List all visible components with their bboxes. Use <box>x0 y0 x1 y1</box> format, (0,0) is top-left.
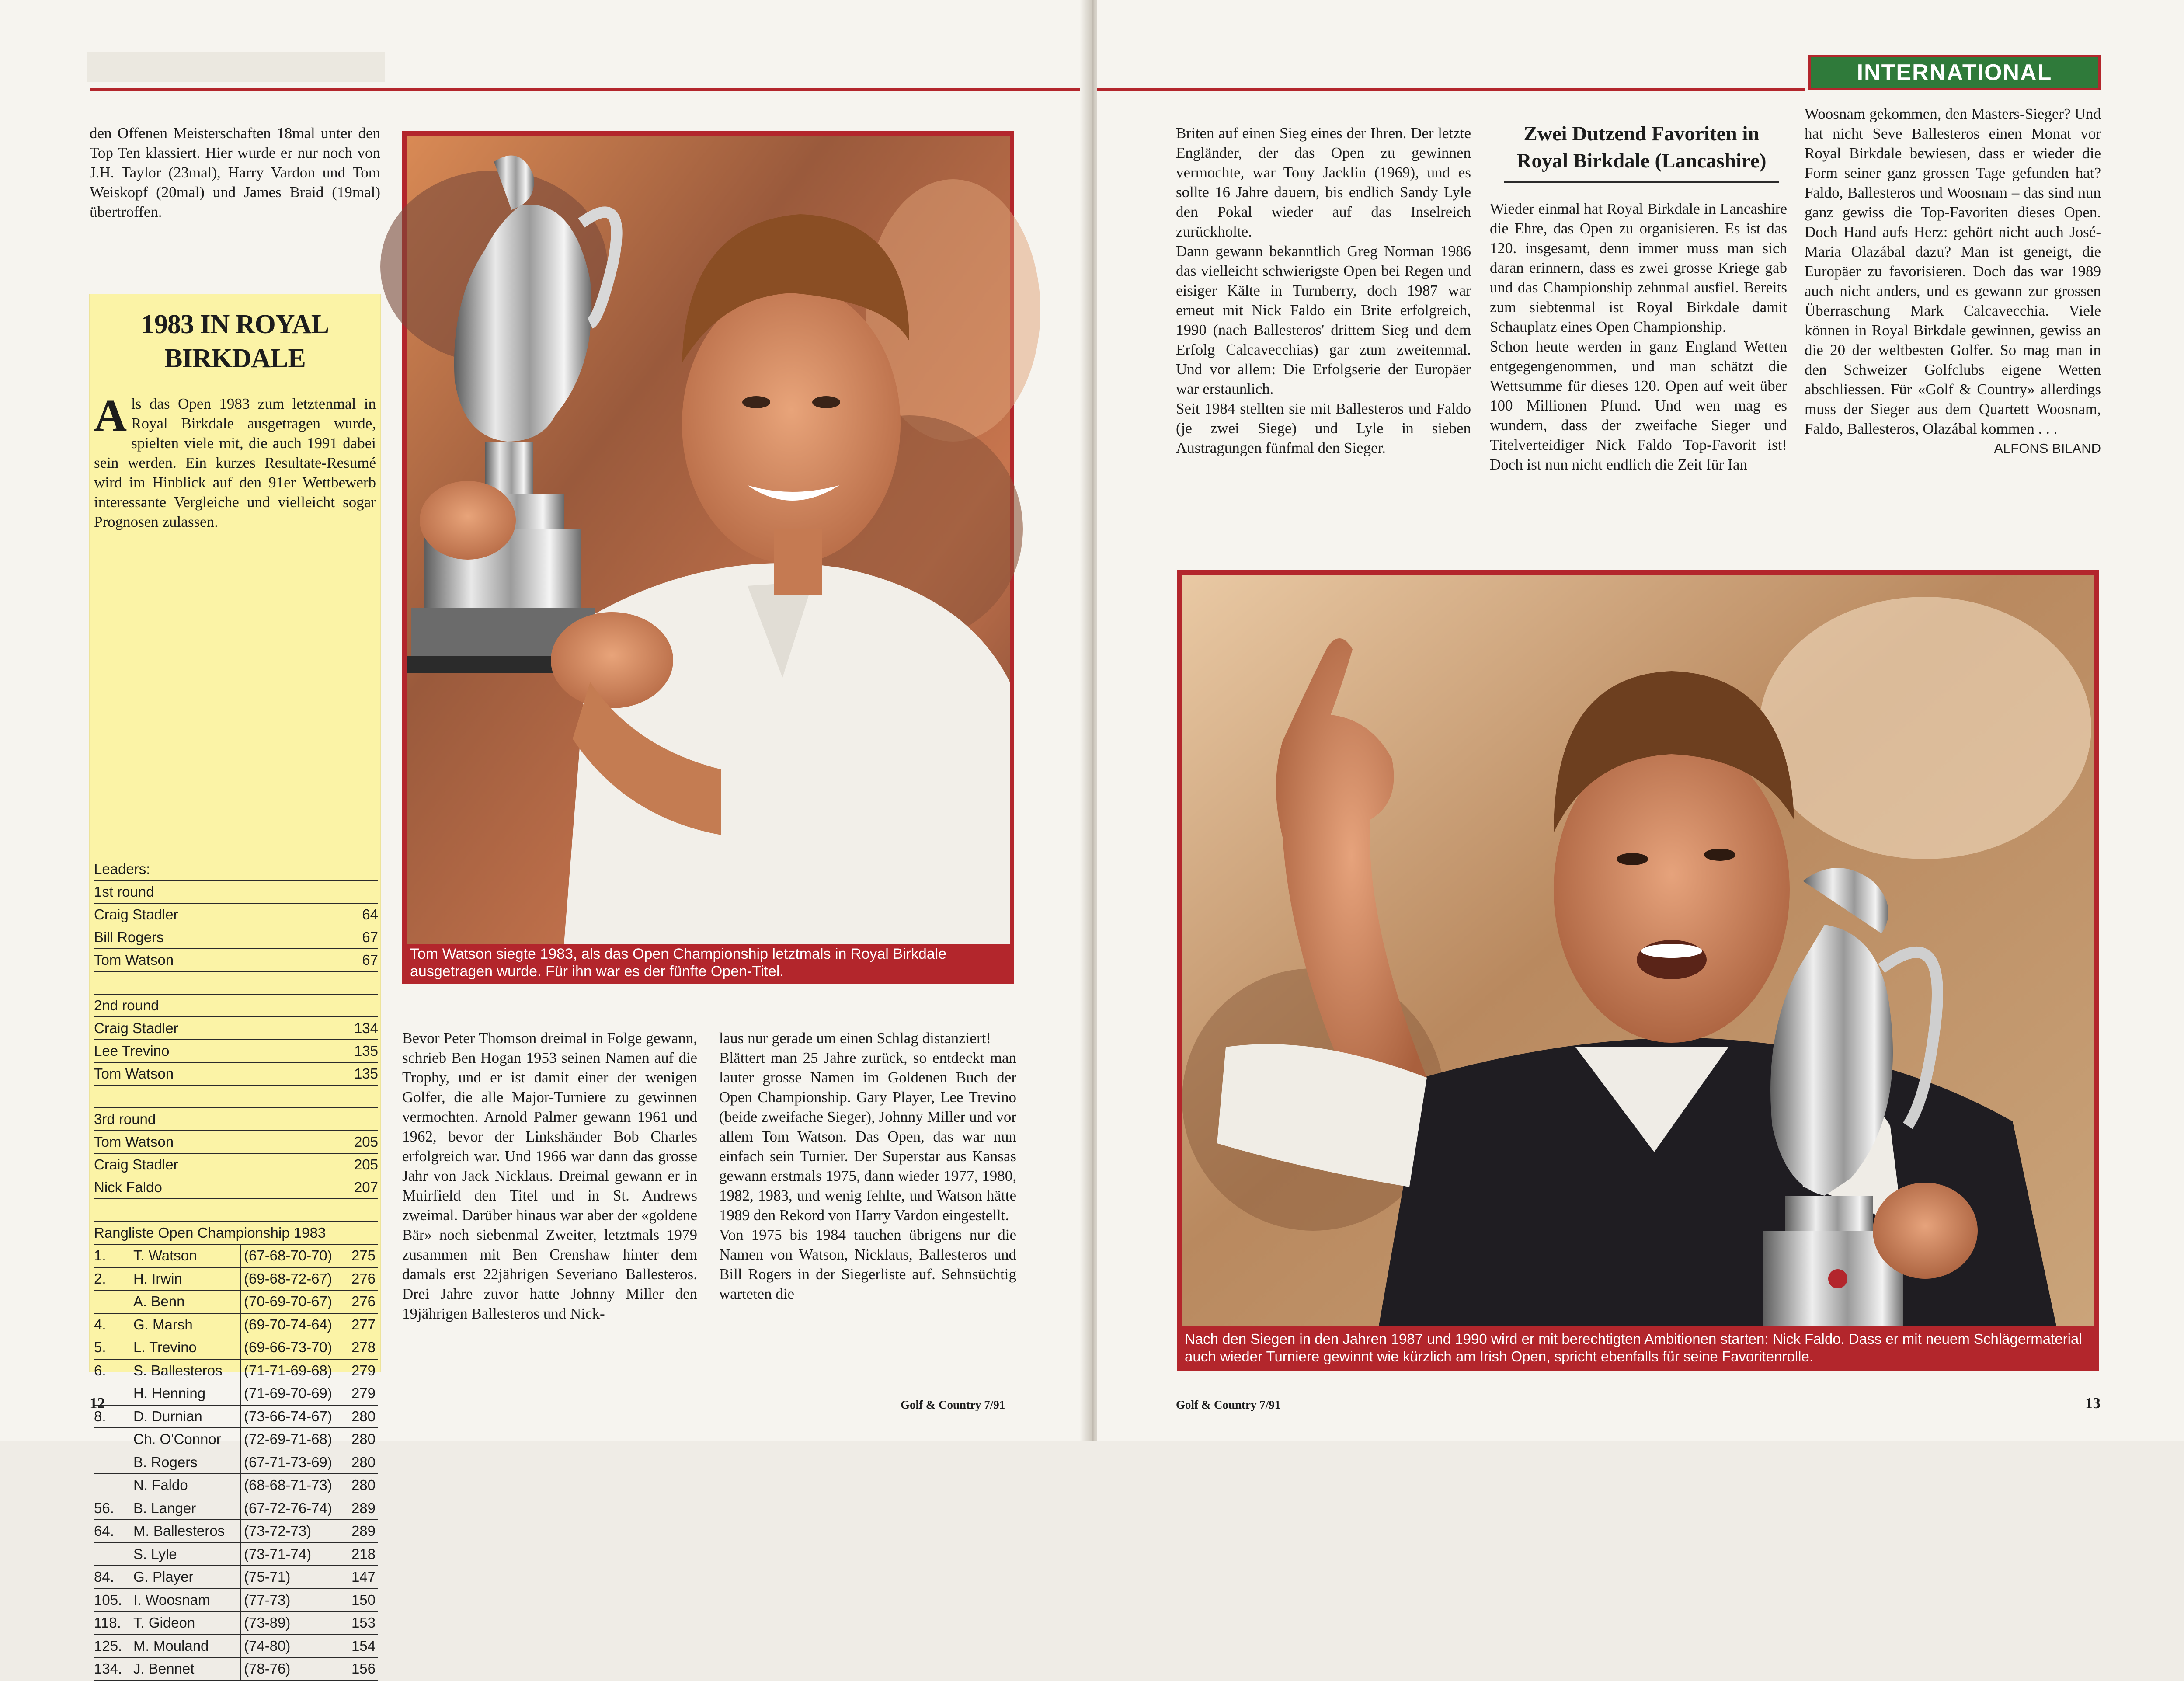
ranking-position: 134. <box>94 1660 122 1677</box>
subheading-line-1: Zwei Dutzend Favoriten in <box>1523 122 1760 145</box>
ranking-row <box>94 1245 378 1268</box>
column-a: Bevor Peter Thomson dreimal in Folge gewann, schrieb Ben Hogan 1953 seinen Namen auf die Trophy, und er ist damit einer der wenigen Golfer, die alle Major-Turniere zu gewinnen vermochten. Arnold Palmer gewann 1961 und 1962, bevor der Linkshänder Bob Charles erfolgreich war. Und 1966 war dann das grosse Jahr von Jack Nicklaus. Dreimal gewann er in Muirfield den Titel und in St. Andrews zweimal. Darüber hinaus war aber der «goldene Bär» noch siebenmal Zweiter, letztmals 1979 zusammen mit Ben Crenshaw hinter dem damals erst 22jährigen Severiano Ballesteros. Drei Jahre zuvor hatte Johnny Miller den 19jährigen Ballesteros und Nick- <box>402 1030 697 1322</box>
leader-name: Nick Faldo <box>94 1179 162 1195</box>
ranking-position <box>94 1543 133 1566</box>
ranking-scores: (72-69-71-68) <box>240 1428 345 1451</box>
ranking-position: 5. <box>94 1339 106 1355</box>
ranking-total: 280 <box>351 1477 376 1493</box>
ranking-name: H. Henning <box>133 1385 206 1401</box>
ranking-total: 280 <box>351 1431 376 1447</box>
intro-paragraph: den Offenen Meisterschaften 18mal unter den Top Ten klassiert. Hier wurde er nur noch von J.H. Taylor (23mal), Harry Vardon und Tom Weiskopf (20mal) und James Braid (19mal) übertroffen. <box>90 125 380 220</box>
sidebar-title <box>90 307 380 376</box>
ranking-scores: (75-71) <box>240 1566 345 1588</box>
leader-row <box>94 926 378 949</box>
ranking-scores: (78-76) <box>240 1658 345 1680</box>
ranking-row <box>94 1520 378 1543</box>
ranking-total: 276 <box>351 1293 376 1309</box>
leader-name: Craig Stadler <box>94 1156 178 1173</box>
top-rule-right <box>1097 88 1805 91</box>
ranking-name: B. Rogers <box>133 1454 198 1470</box>
ranking-position <box>94 1428 133 1451</box>
ranking-name: T. Gideon <box>133 1615 195 1631</box>
right-column-2-paragraph-2: Schon heute werden in ganz England Wetten entgegengenommen, und man schätzt die Wettsumme für dieses 120. Open auf weit über 100 Millionen Pfund. Und wen mag es wundern, dass der zweifache Sieger und Titelverteidiger Nick Faldo Top-Favorit ist! Doch ist nun nicht endlich die Zeit für Ian <box>1490 338 1787 473</box>
magazine-footer-right: Golf & Country 7/91 <box>1176 1398 1281 1411</box>
ranking-row <box>94 1314 378 1337</box>
leader-name: Lee Trevino <box>94 1043 170 1059</box>
ranking-position: 56. <box>94 1500 114 1516</box>
ranking-scores: (77-73) <box>240 1589 345 1611</box>
ranking-row <box>94 1497 378 1521</box>
leader-name: Tom Watson <box>94 952 174 968</box>
ranking-total: 154 <box>351 1637 376 1654</box>
tom-watson-caption: Tom Watson siegte 1983, als das Open Championship letztmals in Royal Birkdale ausgetragen wurde. Für ihn war es der fünfte Open-Titel. <box>410 946 947 980</box>
sidebar-1983-box <box>90 294 380 1677</box>
leader-score: 64 <box>362 906 378 922</box>
ranking-total: 218 <box>351 1545 376 1562</box>
leader-name: Bill Rogers <box>94 929 164 945</box>
ranking-row <box>94 1406 378 1429</box>
sidebar-intro <box>94 390 376 532</box>
ranking-name: D. Durnian <box>133 1408 202 1424</box>
ranking-position: 125. <box>94 1637 122 1654</box>
ranking-total: 277 <box>351 1316 376 1333</box>
leader-row <box>94 1063 378 1086</box>
tom-watson-photo-frame <box>402 131 1014 984</box>
ranking-row <box>94 1428 378 1451</box>
ranking-scores: (71-69-70-69) <box>240 1382 345 1405</box>
tom-watson-photo <box>407 136 1010 944</box>
ranking-total: 289 <box>351 1523 376 1539</box>
ranking-name: N. Faldo <box>133 1477 188 1493</box>
ranking-name: I. Woosnam <box>133 1591 210 1608</box>
ranking-total: 147 <box>351 1569 376 1585</box>
ranking-position: 8. <box>94 1408 106 1424</box>
leader-row <box>94 1176 378 1199</box>
ranking-scores: (70-69-70-67) <box>240 1291 345 1313</box>
ranking-row <box>94 1635 378 1658</box>
ranking-row <box>94 1291 378 1314</box>
round-label: 2nd round <box>94 995 378 1017</box>
ranking-row <box>94 1474 378 1497</box>
ranking-name: J. Bennet <box>133 1660 195 1677</box>
right-column-3-text: Woosnam gekommen, den Masters-Sieger? Und hat nicht Seve Ballesteros einen Monat vor Royal Birkdale bewiesen, dass er wieder die Form seiner ganz grossen Tage gefunden hat? Faldo, Ballesteros und Woosnam – das sind nun ganz gewiss die Top-Favoriten dieses Open. Doch Hand aufs Herz: gehört nicht auch José-Maria Olazábal dazu? Man ist geneigt, die Europäer zu favorisieren. Doch das war 1989 auch nicht anders, und es gewann zur grossen Überraschung Mark Calcavecchia. Viele können in Royal Birkdale gewinnen, gewiss an die 20 der weltbesten Golfer. So mag man in den Schweizer Golfclubs eigene Wetten abschliessen. Für «Golf & Country» allerdings muss der Sieger aus dem Quartett Woosnam, Faldo, Ballesteros, Olazábal kommen . . . <box>1805 105 2101 437</box>
ranking-position: 84. <box>94 1569 114 1585</box>
ranking-list <box>94 1245 378 1681</box>
ranking-name: M. Ballesteros <box>133 1523 225 1539</box>
show-through-header <box>87 52 385 82</box>
ranking-row <box>94 1658 378 1681</box>
magazine-footer-left: Golf & Country 7/91 <box>901 1398 1005 1411</box>
ranking-total: 150 <box>351 1591 376 1608</box>
ranking-total: 289 <box>351 1500 376 1516</box>
ranking-name: H. Irwin <box>133 1270 182 1287</box>
leader-score: 205 <box>354 1156 378 1173</box>
column-b-paragraph-1: laus nur gerade um einen Schlag distanziert! <box>719 1030 991 1047</box>
ranking-position: 105. <box>94 1591 122 1608</box>
ranking-scores: (69-68-72-67) <box>240 1268 345 1290</box>
ranking-position: 118. <box>94 1615 121 1631</box>
ranking-position: 1. <box>94 1247 106 1263</box>
leader-score: 135 <box>354 1065 378 1082</box>
ranking-scores: (73-66-74-67) <box>240 1406 345 1428</box>
sidebar-title-line-1: 1983 IN ROYAL <box>141 310 329 339</box>
ranking-name: T. Watson <box>133 1247 197 1263</box>
leaders-label: Leaders: <box>94 858 378 881</box>
ranking-name: B. Langer <box>133 1500 196 1516</box>
ranking-name: G. Marsh <box>133 1316 193 1333</box>
author-byline: ALFONS BILAND <box>1994 441 2101 456</box>
ranking-name: G. Player <box>133 1569 194 1585</box>
ranking-total: 275 <box>351 1247 376 1263</box>
leader-score: 67 <box>362 929 378 945</box>
right-column-1-paragraph-3: Seit 1984 stellten sie mit Ballesteros und Faldo (je zwei Siege) und Lyle in sieben Austragungen fünfmal den Sieger. <box>1176 400 1471 456</box>
ranking-total: 156 <box>351 1660 376 1677</box>
ranking-name: Ch. O'Connor <box>133 1431 221 1447</box>
leader-row <box>94 1154 378 1176</box>
nick-faldo-photo <box>1182 575 2094 1326</box>
leader-name: Craig Stadler <box>94 1020 178 1036</box>
ranking-name: S. Lyle <box>133 1545 177 1562</box>
sidebar-title-line-2: BIRKDALE <box>164 344 306 373</box>
ranking-row <box>94 1451 378 1475</box>
ranking-scores: (74-80) <box>240 1635 345 1657</box>
ranking-scores: (67-72-76-74) <box>240 1497 345 1520</box>
ranking-scores: (73-71-74) <box>240 1543 345 1566</box>
nick-faldo-photo-frame <box>1177 570 2099 1371</box>
ranking-scores: (73-89) <box>240 1612 345 1634</box>
ranking-total: 279 <box>351 1362 376 1378</box>
ranking-name: M. Mouland <box>133 1637 209 1654</box>
ranking-scores: (69-70-74-64) <box>240 1314 345 1336</box>
leader-score: 205 <box>354 1134 378 1150</box>
ranking-row <box>94 1360 378 1383</box>
ranking-scores: (68-68-71-73) <box>240 1474 345 1497</box>
top-rule <box>90 88 1082 91</box>
ranking-row <box>94 1268 378 1291</box>
ranking-name: L. Trevino <box>133 1339 197 1355</box>
leader-name: Tom Watson <box>94 1134 174 1150</box>
leader-row <box>94 1040 378 1063</box>
ranking-total: 280 <box>351 1408 376 1424</box>
ranking-position: 6. <box>94 1362 106 1378</box>
nick-faldo-photo-image <box>1182 575 2094 1326</box>
ranking-scores: (71-71-69-68) <box>240 1360 345 1382</box>
leader-score: 67 <box>362 952 378 968</box>
rounds-list <box>94 881 378 1222</box>
ranking-total: 279 <box>351 1385 376 1401</box>
round-label: 3rd round <box>94 1108 378 1131</box>
ranking-scores: (67-71-73-69) <box>240 1451 345 1474</box>
leader-row <box>94 1131 378 1154</box>
leader-score: 134 <box>354 1020 378 1036</box>
article-subheading <box>1488 120 1794 174</box>
column-b-paragraph-3: Von 1975 bis 1984 tauchen übrigens nur die Namen von Watson, Nicklaus, Ballesteros und Bill Rogers in der Siegerliste auf. Sehnsüchtig warteten die <box>719 1226 1016 1302</box>
right-column-1 <box>1176 123 1471 458</box>
table-spacer <box>94 972 378 995</box>
right-column-1-paragraph-1: Briten auf einen Sieg eines der Ihren. Der letzte Engländer, der das Open zu gewinnen vermochte, war Tony Jacklin (1969), und es sollte 16 Jahre dauern, bis endlich Sandy Lyle den Pokal wieder auf das Inselreich zurückholte. <box>1176 125 1471 240</box>
ranking-total: 153 <box>351 1615 376 1631</box>
nick-faldo-caption: Nach den Siegen in den Jahren 1987 und 1990 wird er mit berechtigten Ambitionen starten: Nick Faldo. Dass er mit neuem Schlägermaterial auch wieder Turniere gewinnt wie kürzlich am Irish Open, spricht ebenfalls für seine Favoritenrolle. <box>1185 1331 2082 1364</box>
table-spacer <box>94 1086 378 1108</box>
round-label: 1st round <box>94 881 378 904</box>
ranking-row <box>94 1612 378 1635</box>
sidebar-intro-text: ls das Open 1983 zum letztenmal in Royal Birkdale ausgetragen wurde, spielten viele mit, die auch 1991 dabei sein werden. Ein kurzes Resultate-Resumé wird im Hinblick auf den 91er Wettbewerb interessante Vergleiche und vielleicht sogar Prognosen zulassen. <box>94 395 376 530</box>
tom-watson-photo-image <box>407 136 1010 944</box>
ranking-scores: (67-68-70-70) <box>240 1245 345 1267</box>
column-b-paragraph-2: Blättert man 25 Jahre zurück, so entdeckt man lauter grosse Namen im Goldenen Buch der Open Championship. Gary Player, Lee Trevino (beide zweifache Sieger), Johnny Miller und vor allem Tom Watson. Das Open, das war nun einfach sein Turnier. Der Superstar aus Kansas gewann erstmals 1975, dann wieder 1977, 1980, 1982, 1983, und wenig fehlte, und Watson hätte 1989 den Rekord von Harry Vardon eingestellt. <box>719 1049 1016 1224</box>
right-column-1-paragraph-2: Dann gewann bekanntlich Greg Norman 1986 das vielleicht schwierigste Open bei Regen und eisiger Kälte in Turnberry, doch 1987 war erneut mit Nick Faldo ein Brite erfolgreich, 1990 (nach Ballesteros' drittem Sieg und dem Erfolg Calcavecchias) gar zum zweitenmal. Und vor allem: Die Erfolgserie der Europäer war erstaunlich. <box>1176 243 1471 397</box>
page-number-left: 12 <box>90 1395 105 1412</box>
ranking-scores: (69-66-73-70) <box>240 1336 345 1359</box>
leader-name: Tom Watson <box>94 1065 174 1082</box>
subheading-rule <box>1504 181 1779 183</box>
leader-score: 135 <box>354 1043 378 1059</box>
ranking-row <box>94 1543 378 1566</box>
ranking-position: 2. <box>94 1270 106 1287</box>
leader-row <box>94 904 378 926</box>
leader-row <box>94 1017 378 1040</box>
leader-score: 207 <box>354 1179 378 1195</box>
ranking-total: 278 <box>351 1339 376 1355</box>
ranking-row <box>94 1382 378 1406</box>
ranking-scores: (73-72-73) <box>240 1520 345 1542</box>
ranking-name: A. Benn <box>133 1293 185 1309</box>
ranking-row <box>94 1566 378 1589</box>
right-column-2 <box>1490 199 1787 474</box>
ranking-row <box>94 1336 378 1360</box>
ranking-total: 280 <box>351 1454 376 1470</box>
leader-row <box>94 949 378 972</box>
ranking-total: 276 <box>351 1270 376 1287</box>
section-label-international: INTERNATIONAL <box>1808 55 2101 90</box>
ranking-position <box>94 1451 133 1474</box>
ranking-position <box>94 1291 133 1313</box>
ranking-label: Rangliste Open Championship 1983 <box>94 1222 378 1245</box>
drop-cap: A <box>94 390 127 441</box>
ranking-position <box>94 1474 133 1497</box>
ranking-position: 64. <box>94 1523 114 1539</box>
right-column-3 <box>1805 104 2101 458</box>
right-column-2-paragraph-1: Wieder einmal hat Royal Birkdale in Lancashire die Ehre, das Open zu organisieren. Es ist das 120. insgesamt, denn immer muss man sich daran erinnern, dass es zwei grosse Kriege gab und das Championship zehnmal ausfiel. Bereits zum siebtenmal ist Royal Birkdale damit Schauplatz eines Open Championship. <box>1490 200 1787 335</box>
left-page <box>0 0 1089 1677</box>
leaders-table <box>94 858 378 1681</box>
page-number-right: 13 <box>2085 1395 2101 1412</box>
subheading-line-2: Royal Birkdale (Lancashire) <box>1516 150 1767 172</box>
leader-name: Craig Stadler <box>94 906 178 922</box>
ranking-name: S. Ballesteros <box>133 1362 223 1378</box>
ranking-position: 4. <box>94 1316 106 1333</box>
column-b <box>719 1028 1016 1304</box>
table-spacer <box>94 1199 378 1222</box>
ranking-row <box>94 1589 378 1612</box>
